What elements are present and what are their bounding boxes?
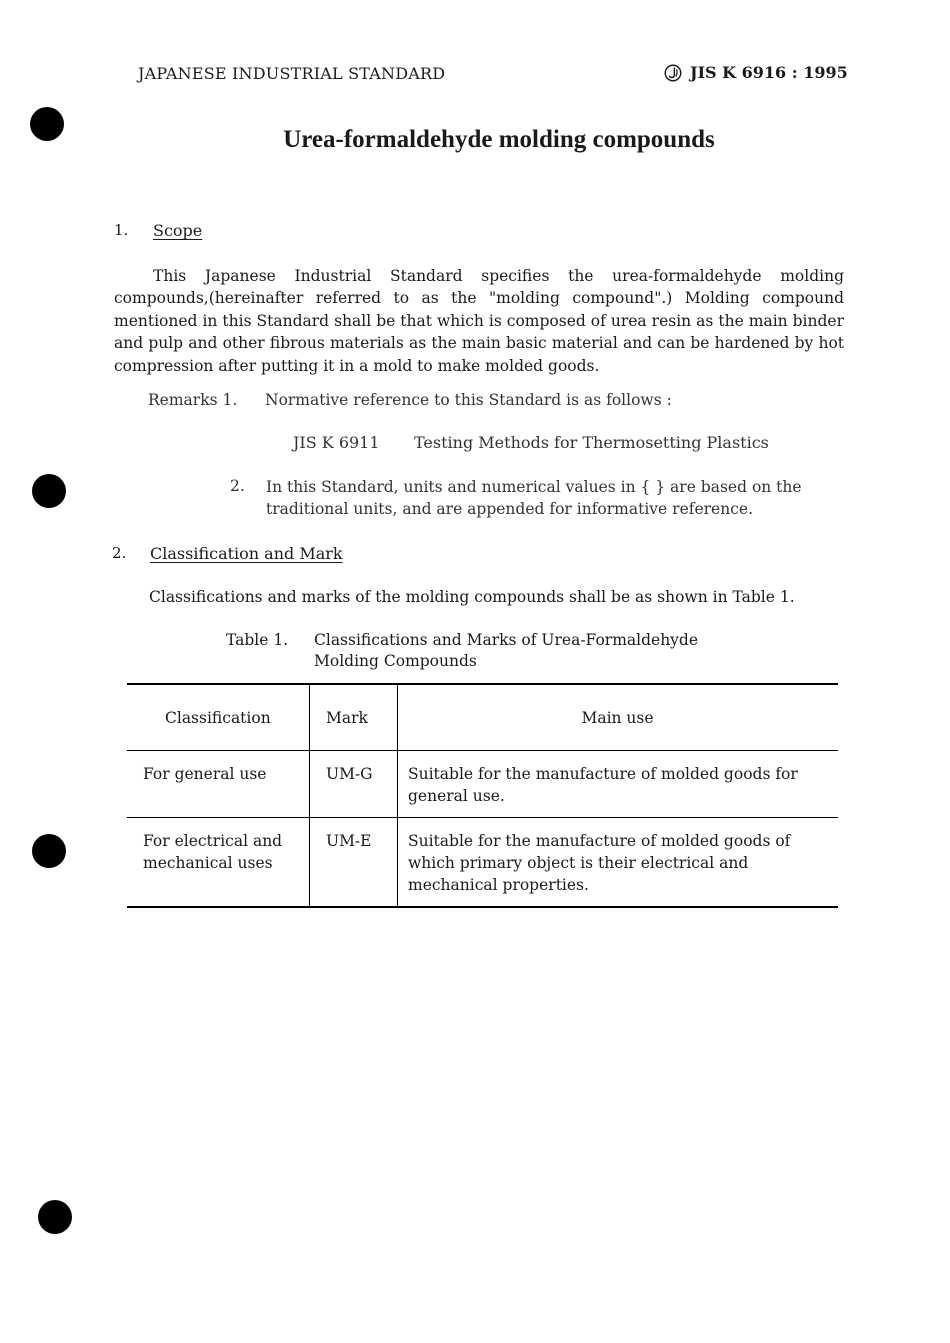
header-main-use: Main use [398, 684, 839, 751]
cell-mark: UM-G [310, 751, 398, 818]
section-number: 1. [114, 221, 129, 239]
remark-1-text: Normative reference to this Standard is as follows : [265, 391, 672, 409]
document-title: Urea-formaldehyde molding compounds [283, 126, 715, 153]
punch-hole [32, 834, 66, 868]
table-row [127, 818, 838, 908]
table-caption-line1: Classifications and Marks of Urea-Formaldehyde [314, 631, 699, 649]
reference-code: JIS K 6911 [293, 433, 380, 452]
table-caption-line2: Molding Compounds [314, 652, 477, 670]
classification-table [127, 683, 838, 908]
table-caption-label: Table 1. [226, 631, 289, 649]
cell-classification: For electrical and mechanical uses [143, 832, 283, 872]
scope-paragraph: This Japanese Industrial Standard specifies the urea-formaldehyde molding compounds,(hereinafter referred to as the "molding compound".) Molding compound mentioned in this Standard shall be that which is composed of urea resin as the main binder and pulp and other fibrous materials as the main basic material and can be hardened by hot compression after putting it in a mold to make molded goods. [114, 267, 844, 375]
jis-code: JIS K 6916 : 1995 [690, 63, 848, 82]
table-header-row [127, 684, 838, 751]
punch-hole [38, 1200, 72, 1234]
table-row [127, 751, 838, 818]
standard-header: JAPANESE INDUSTRIAL STANDARD [138, 64, 446, 83]
standard-number [664, 63, 848, 82]
remark-2-number: 2. [230, 477, 245, 495]
jis-mark-icon [664, 64, 682, 82]
cell-classification: For general use [143, 765, 267, 783]
section-title-classification: Classification and Mark [150, 544, 343, 563]
classification-paragraph: Classifications and marks of the molding compounds shall be as shown in Table 1. [149, 588, 795, 606]
cell-main-use: Suitable for the manufacture of molded goods for general use. [398, 751, 839, 818]
header-classification: Classification [165, 708, 271, 727]
cell-mark: UM-E [310, 818, 398, 908]
cell-main-use: Suitable for the manufacture of molded goods of which primary object is their electrical and mechanical properties. [398, 818, 839, 908]
section-number: 2. [112, 544, 127, 562]
table-caption [226, 630, 698, 672]
remark-2-text: In this Standard, units and numerical values in { } are based on the traditional units, and are appended for informative reference. [266, 478, 802, 518]
punch-hole [32, 474, 66, 508]
header-mark: Mark [310, 684, 398, 751]
reference-title: Testing Methods for Thermosetting Plastics [414, 433, 769, 452]
remarks-label: Remarks 1. [148, 391, 238, 409]
section-title-scope: Scope [153, 221, 203, 240]
